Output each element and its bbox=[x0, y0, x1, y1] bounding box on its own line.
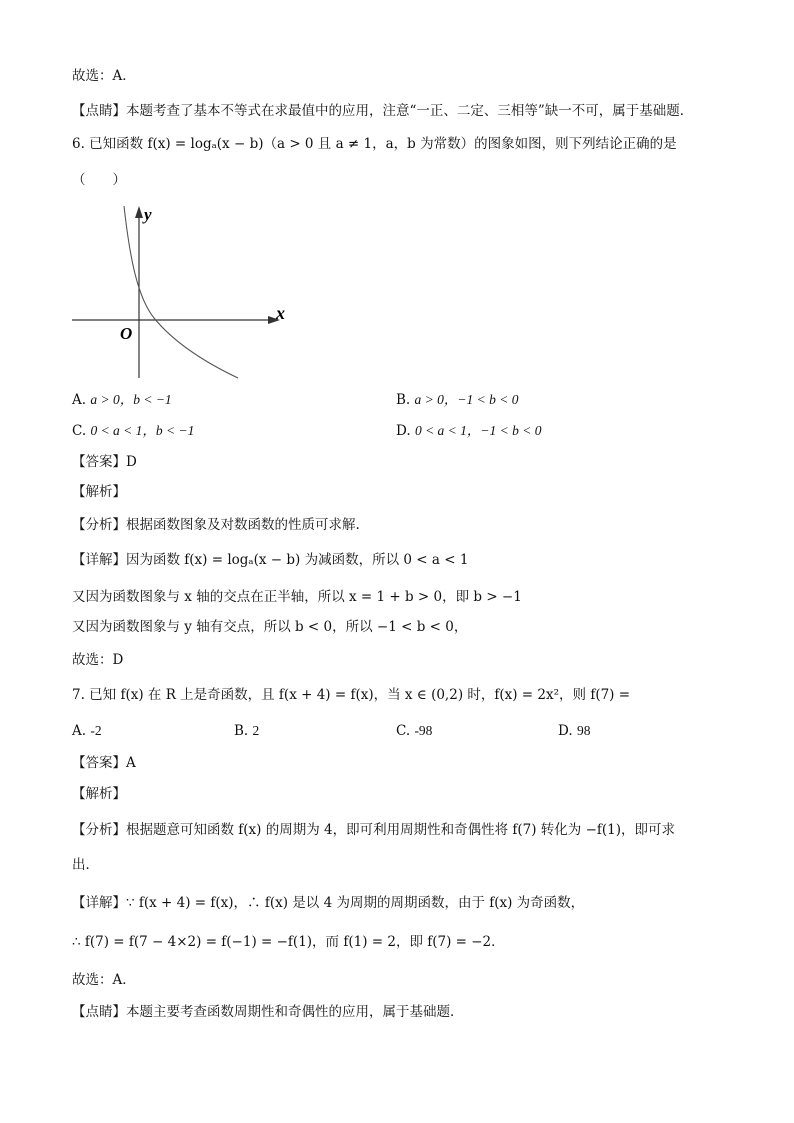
q7-option-a: A. -2 bbox=[72, 723, 102, 739]
q7-fenxi-cont: 出． bbox=[72, 857, 99, 873]
y-axis-label: y bbox=[144, 205, 152, 224]
q7-fenxi: 【分析】根据题意可知函数 f(x) 的周期为 4，即可利用周期性和奇偶性将 f(7) 转化为 −f(1)，即可求 bbox=[72, 822, 676, 838]
q6-option-a: A. a > 0，b < −1 bbox=[72, 392, 172, 408]
q6-option-b: B. a > 0，−1 < b < 0 bbox=[396, 392, 519, 408]
q6-detail-line-3: 又因为函数图象与 y 轴有交点，所以 b < 0，所以 −1 < b < 0， bbox=[72, 619, 468, 635]
comment-tag: 【点睛】 bbox=[72, 103, 126, 119]
previous-comment-line: 【点睛】本题考查了基本不等式在求最值中的应用，注意“一正、二定、三相等”缺一不可，属于基础题． bbox=[72, 103, 694, 119]
q7-option-c: C. -98 bbox=[396, 723, 433, 739]
function-curve bbox=[124, 206, 238, 378]
q6-analysis-heading: 【解析】 bbox=[72, 484, 126, 500]
q7-option-d: D. 98 bbox=[558, 723, 591, 739]
q7-conclusion: 故选：A． bbox=[72, 972, 136, 988]
previous-answer-line: 故选：A． bbox=[72, 68, 136, 84]
q6-detail-line-2: 又因为函数图象与 x 轴的交点在正半轴，所以 x = 1 + b > 0，即 b > −1 bbox=[72, 589, 522, 605]
q7-option-b: B. 2 bbox=[234, 723, 260, 739]
q7-detail-line-2: ∴ f(7) = f(7 − 4×2) = f(−1) = −f(1)，而 f(1) = 2，即 f(7) = −2． bbox=[72, 934, 505, 950]
question-6-paren: （ ） bbox=[72, 172, 126, 188]
q7-analysis-heading: 【解析】 bbox=[72, 786, 126, 802]
log-function-graph bbox=[68, 200, 298, 382]
q6-option-d: D. 0 < a < 1，−1 < b < 0 bbox=[396, 423, 542, 439]
question-6-stem: 6. 已知函数 f(x) = logₐ(x − b)（a > 0 且 a ≠ 1，a，b 为常数）的图象如图，则下列结论正确的是 bbox=[72, 136, 677, 152]
q6-answer: 【答案】D bbox=[72, 454, 137, 470]
q6-conclusion: 故选：D bbox=[72, 652, 124, 668]
x-axis-label: x bbox=[276, 303, 285, 323]
y-axis-arrow bbox=[135, 206, 143, 218]
origin-label: O bbox=[120, 324, 133, 343]
q7-answer: 【答案】A bbox=[72, 755, 136, 771]
q6-option-c: C. 0 < a < 1，b < −1 bbox=[72, 423, 195, 439]
question-7-stem: 7. 已知 f(x) 在 R 上是奇函数，且 f(x + 4) = f(x)，当 x ∈ (0,2) 时，f(x) = 2x²，则 f(7) = bbox=[72, 687, 631, 703]
q6-fenxi: 【分析】根据函数图象及对数函数的性质可求解. bbox=[72, 517, 360, 533]
q6-detail: 【详解】因为函数 f(x) = logₐ(x − b) 为减函数，所以 0 < a < 1 bbox=[72, 552, 469, 568]
q7-note: 【点睛】本题主要考查函数周期性和奇偶性的应用，属于基础题． bbox=[72, 1004, 464, 1020]
q7-detail: 【详解】∵ f(x + 4) = f(x)，∴ f(x) 是以 4 为周期的周期函数，由于 f(x) 为奇函数， bbox=[72, 895, 585, 911]
